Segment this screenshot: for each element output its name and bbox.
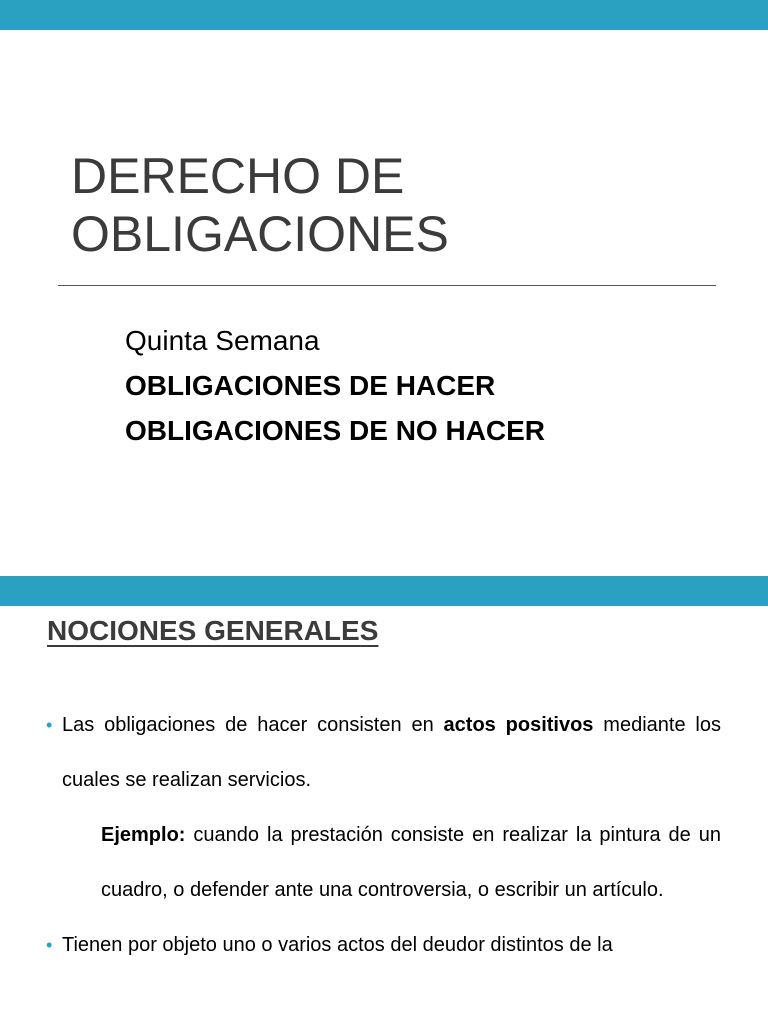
slide-top-accent-bar	[0, 0, 768, 30]
title-divider	[58, 285, 716, 286]
slide-body	[46, 698, 721, 973]
example-label: Ejemplo:	[101, 824, 186, 846]
example-paragraph	[46, 808, 721, 918]
slide-title-line-2: OBLIGACIONES	[71, 206, 449, 262]
bullet-dot-icon: •	[46, 715, 53, 735]
slide-subtitle	[125, 318, 545, 453]
subtitle-topic-2: OBLIGACIONES DE NO HACER	[125, 415, 546, 446]
section-heading: NOCIONES GENERALES	[47, 615, 379, 646]
slide-top-accent-bar	[0, 576, 768, 606]
slide-title-line-1: DERECHO DE	[71, 148, 405, 204]
slide-title	[71, 147, 449, 263]
bullet-1-text-after: mediante los cuales se realizan servicios.	[62, 714, 721, 791]
bullet-dot-icon: •	[46, 935, 53, 955]
subtitle-week: Quinta Semana	[125, 325, 320, 356]
bullet-item-1	[46, 698, 721, 808]
example-text: cuando la prestación consiste en realizar la pintura de un cuadro, o defender ante una controversia, o escribir un artículo.	[101, 824, 721, 901]
bullet-item-2	[46, 918, 721, 973]
bullet-1-bold-text: actos positivos	[443, 714, 594, 736]
bullet-2-text: Tienen por objeto uno o varios actos del deudor distintos de la	[62, 934, 613, 956]
bullet-1-text-before: Las obligaciones de hacer consisten en	[62, 714, 444, 736]
subtitle-topic-1: OBLIGACIONES DE HACER	[125, 370, 496, 401]
content-slide	[0, 576, 768, 1024]
